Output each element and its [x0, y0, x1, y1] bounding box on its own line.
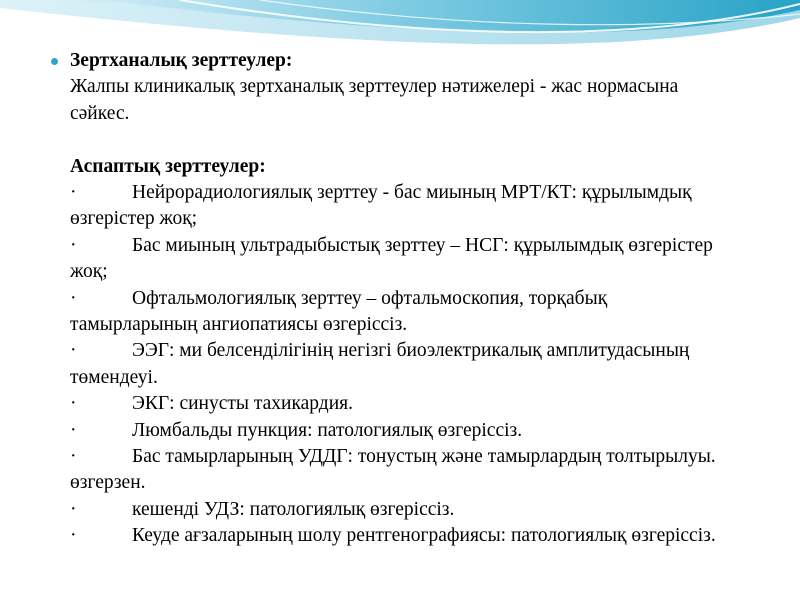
list-item-text: Нейрорадиологиялық зерттеу - бас миының МРТ/КТ: құрылымдық өзгерістер жоқ; — [70, 182, 692, 230]
spacer — [70, 127, 720, 153]
list-item — [70, 233, 720, 286]
bullet-dot — [51, 58, 58, 65]
list-marker: · — [70, 234, 77, 256]
list-item-text: ЭЭГ: ми белсенділігінің негізгі биоэлектрикалық амплитудасының төмендеуі. — [70, 340, 690, 388]
list-item-text: Бас миының ультрадыбыстық зерттеу – НСГ: құрылымдық өзгерістер жоқ; — [70, 234, 713, 283]
list-marker: · — [70, 182, 77, 204]
list-marker: · — [70, 525, 77, 547]
list-marker: · — [70, 340, 77, 362]
list-item-text: кешенді УДЗ: патологиялық өзгеріссіз. — [132, 498, 455, 520]
lab-heading: Зертханалық зерттеулер: — [70, 50, 293, 71]
instrumental-heading: Аспаптық зерттеулер: — [70, 155, 266, 177]
list-item-text: ЭКГ: синусты тахикардия. — [132, 393, 354, 415]
list-item — [70, 286, 720, 339]
list-item-text: Люмбальды пункция: патологиялық өзгеріссіз. — [132, 419, 523, 441]
list-item — [70, 444, 720, 497]
list-marker: · — [70, 446, 77, 468]
list-marker: · — [70, 498, 77, 520]
list-item-text: Бас тамырларының УДДГ: тонустың және тамырлардың толтырылуы. өзгерзен. — [70, 446, 716, 494]
list-item — [70, 180, 720, 233]
list-item — [70, 497, 720, 523]
list-item — [70, 391, 720, 417]
list-marker: · — [70, 419, 77, 441]
lab-text: Жалпы клиникалық зертханалық зерттеулер нәтижелері - жас нормасына сәйкес. — [70, 76, 679, 124]
slide-body — [70, 48, 720, 550]
list-item — [70, 418, 720, 444]
list-item-text: Офтальмологиялық зерттеу – офтальмоскопия, торқабық тамырларының ангиопатиясы өзгеріссіз. — [70, 287, 608, 336]
list-marker: · — [70, 393, 77, 415]
list-item — [70, 338, 720, 391]
list-item-text: Кеуде ағзаларының шолу рентгенографиясы: патологиялық өзгеріссіз. — [132, 525, 716, 547]
list-marker: · — [70, 287, 77, 309]
list-item — [70, 523, 720, 549]
